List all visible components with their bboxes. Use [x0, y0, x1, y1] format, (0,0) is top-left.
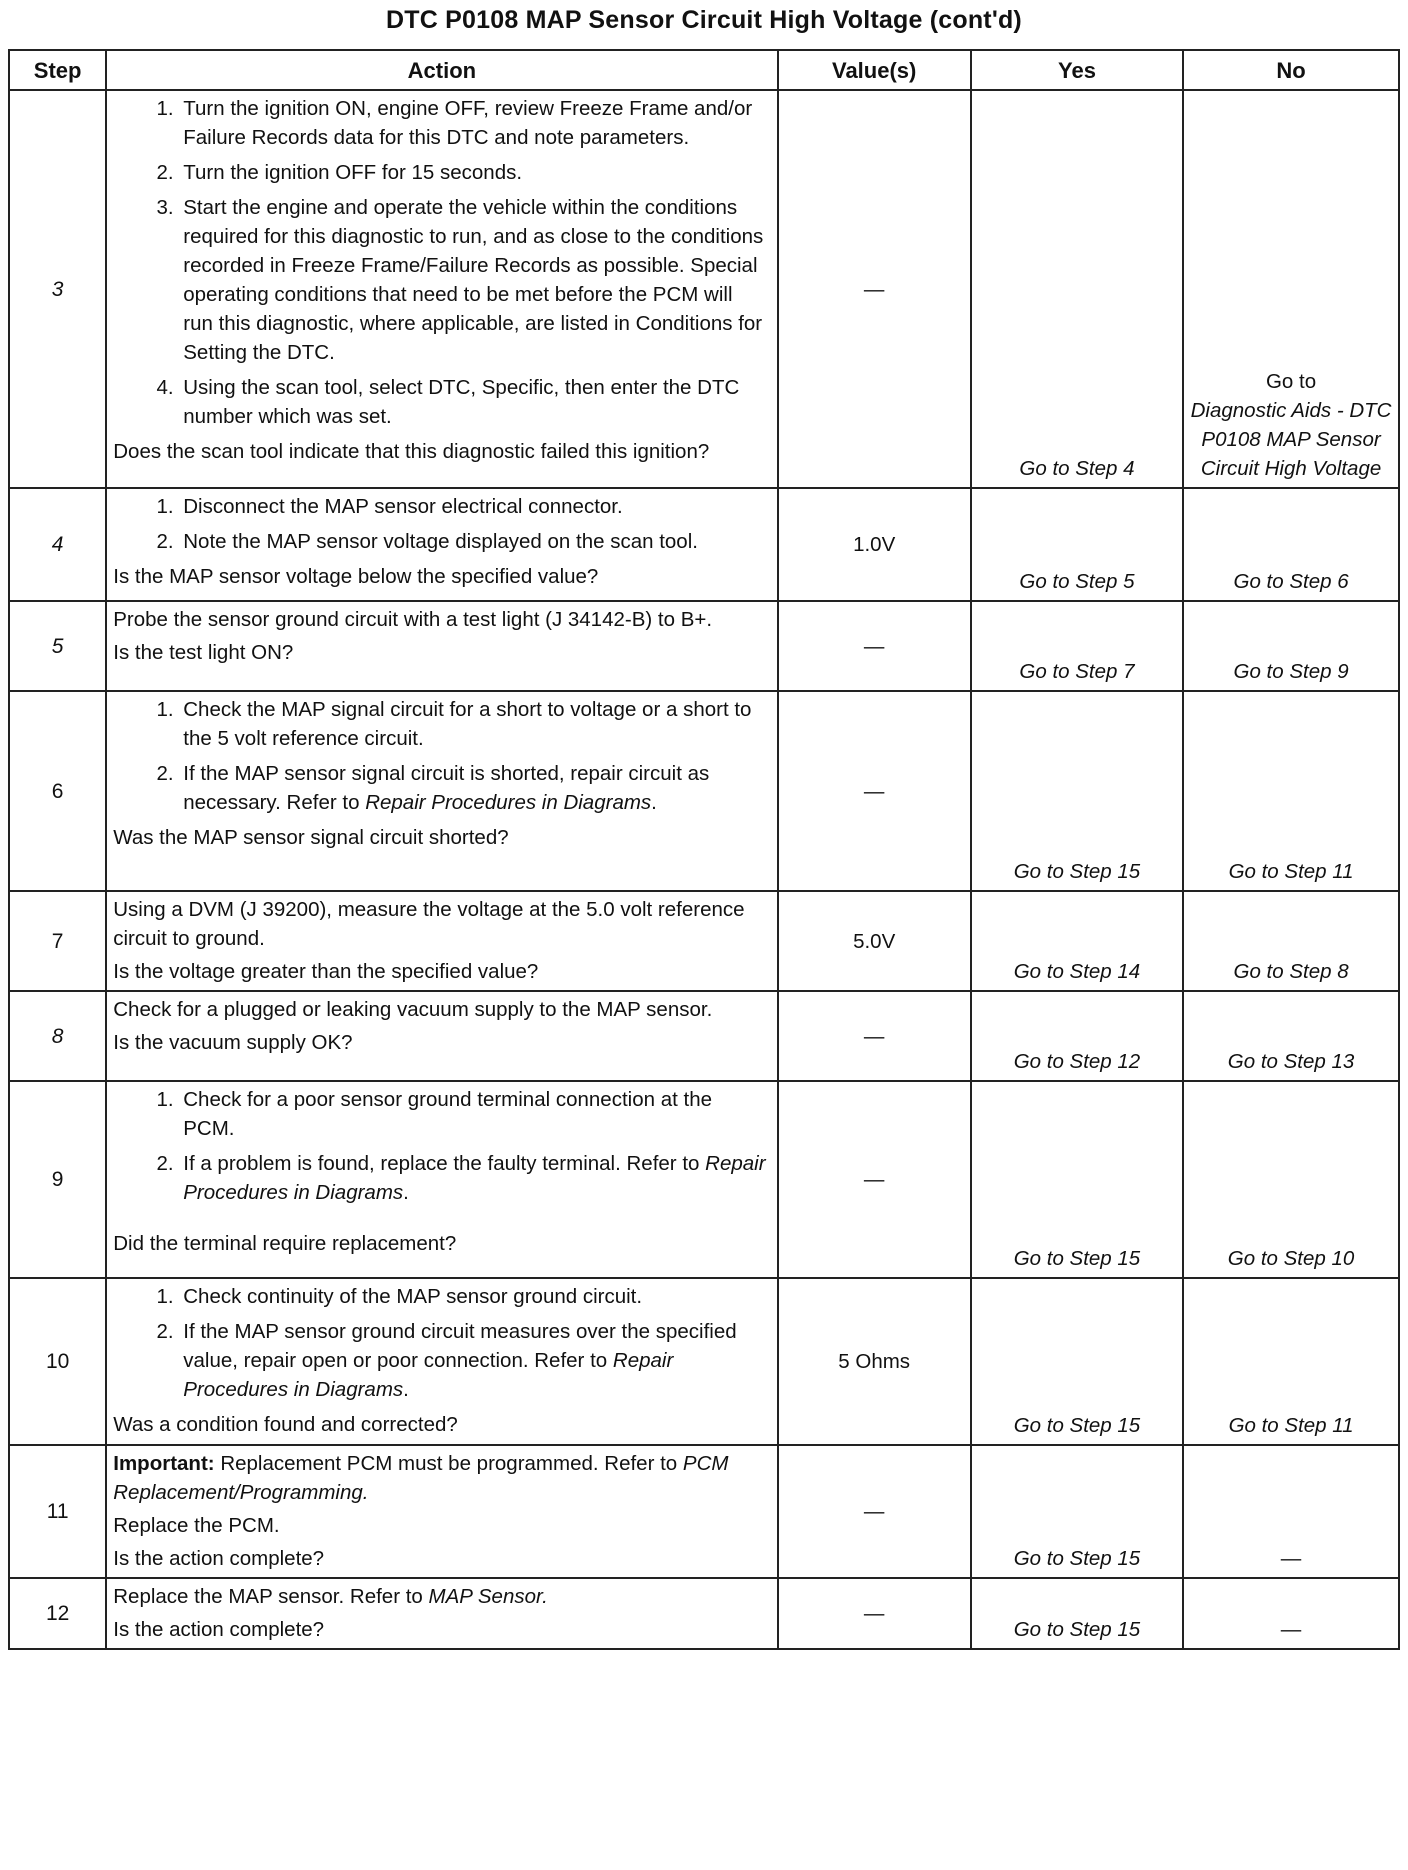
no-dash: —	[1280, 1618, 1302, 1641]
action-item: 3. Start the engine and operate the vehicle within the conditions required for this diagnostic to run, and as close to the conditions recorded in Freeze Frame/Failure Records as possible. Special operating conditions that need to be met before the PCM will run this diagnostic, where applicable, are listed in Conditions for Setting the DTC.	[179, 193, 766, 367]
no-cell: Go to Step 9	[1183, 601, 1399, 691]
no-dash: —	[1280, 1547, 1302, 1570]
yes-cell: Go to Step 15	[971, 1578, 1183, 1649]
action-question: Is the action complete?	[113, 1618, 325, 1641]
yes-cell: Go to Step 15	[971, 1445, 1183, 1578]
action-item: 2. If the MAP sensor ground circuit measures over the specified value, repair open or poor connection. Refer to Repair Procedures in Diagrams.	[179, 1317, 766, 1404]
action-item-text: If the MAP sensor ground circuit measures over the specified value, repair open or poor connection. Refer to	[183, 1320, 737, 1372]
action-item: 1. Turn the ignition ON, engine OFF, review Freeze Frame and/or Failure Records data for this DTC and note parameters.	[179, 94, 766, 152]
action-cell	[106, 1578, 777, 1649]
table-row	[9, 691, 1399, 891]
repair-procedures-reference: Repair Procedures in Diagrams	[183, 1349, 674, 1401]
value-cell: —	[778, 601, 971, 691]
table-row	[9, 891, 1399, 991]
action-item: 1. Disconnect the MAP sensor electrical connector.	[179, 492, 766, 521]
step-number: 5	[9, 601, 106, 691]
value-cell: —	[778, 1445, 971, 1578]
important-text: Replacement PCM must be programmed. Refer to	[220, 1452, 678, 1475]
action-cell	[106, 691, 777, 891]
table-row	[9, 488, 1399, 601]
value-cell: 1.0V	[778, 488, 971, 601]
yes-cell: Go to Step 15	[971, 1081, 1183, 1278]
action-cell	[106, 1445, 777, 1578]
no-cell: Go to Step 10	[1183, 1081, 1399, 1278]
value-cell: 5 Ohms	[778, 1278, 971, 1445]
step-number: 11	[9, 1445, 106, 1578]
action-cell	[106, 1278, 777, 1445]
action-cell	[106, 90, 777, 488]
header-no: No	[1183, 50, 1399, 90]
action-item-text: If a problem is found, replace the faulty terminal. Refer to	[183, 1152, 700, 1175]
value-cell: —	[778, 1081, 971, 1278]
action-cell	[106, 601, 777, 691]
action-item: 2. If the MAP sensor signal circuit is shorted, repair circuit as necessary. Refer to Repair Procedures in Diagrams.	[179, 759, 766, 817]
value-cell: 5.0V	[778, 891, 971, 991]
action-text: Using a DVM (J 39200), measure the voltage at the 5.0 volt reference circuit to ground.	[113, 898, 745, 950]
action-cell	[106, 488, 777, 601]
header-row	[9, 50, 1399, 90]
page-title: DTC P0108 MAP Sensor Circuit High Voltage (cont'd)	[386, 6, 1022, 34]
yes-cell: Go to Step 12	[971, 991, 1183, 1081]
yes-cell: Go to Step 15	[971, 1278, 1183, 1445]
action-cell	[106, 1081, 777, 1278]
step-number: 10	[9, 1278, 106, 1445]
table-row	[9, 1278, 1399, 1445]
table-row	[9, 601, 1399, 691]
action-question: Was a condition found and corrected?	[113, 1413, 458, 1436]
action-question: Is the MAP sensor voltage below the specified value?	[113, 565, 599, 588]
action-question: Did the terminal require replacement?	[113, 1232, 457, 1255]
action-item: 1. Check the MAP signal circuit for a short to voltage or a short to the 5 volt reference circuit.	[179, 695, 766, 753]
header-yes: Yes	[971, 50, 1183, 90]
table-row	[9, 991, 1399, 1081]
value-cell: —	[778, 1578, 971, 1649]
repair-procedures-reference: Repair Procedures in Diagrams	[365, 791, 652, 814]
no-cell	[1183, 1578, 1399, 1649]
no-cell	[1183, 1445, 1399, 1578]
action-text: Check for a plugged or leaking vacuum supply to the MAP sensor.	[113, 998, 713, 1021]
step-number: 8	[9, 991, 106, 1081]
action-question: Is the vacuum supply OK?	[113, 1031, 353, 1054]
pcm-programming-reference: PCM Replacement/Programming.	[113, 1452, 729, 1504]
header-values: Value(s)	[778, 50, 971, 90]
action-cell	[106, 891, 777, 991]
table-row	[9, 90, 1399, 488]
yes-cell: Go to Step 5	[971, 488, 1183, 601]
action-item: 1. Check for a poor sensor ground terminal connection at the PCM.	[179, 1085, 766, 1143]
step-number: 3	[9, 90, 106, 488]
repair-procedures-reference: Repair Procedures in Diagrams	[183, 1152, 766, 1204]
action-question: Is the voltage greater than the specified value?	[113, 960, 539, 983]
action-text	[113, 1582, 766, 1611]
no-cell: Go to Step 11	[1183, 691, 1399, 891]
no-cell: Go to Step 11	[1183, 1278, 1399, 1445]
diagnostic-table	[8, 49, 1400, 1650]
yes-cell: Go to Step 4	[971, 90, 1183, 488]
no-cell: Go to Step 13	[1183, 991, 1399, 1081]
action-item: 2. Note the MAP sensor voltage displayed on the scan tool.	[179, 527, 766, 556]
table-row	[9, 1081, 1399, 1278]
step-number: 12	[9, 1578, 106, 1649]
step-number: 4	[9, 488, 106, 601]
action-question: Is the test light ON?	[113, 641, 294, 664]
action-text: Probe the sensor ground circuit with a test light (J 34142-B) to B+.	[113, 608, 713, 631]
action-question: Was the MAP sensor signal circuit shorted?	[113, 826, 509, 849]
value-cell: —	[778, 991, 971, 1081]
no-cell: Go to Step 6	[1183, 488, 1399, 601]
important-label: Important:	[113, 1452, 215, 1475]
action-item-text: If the MAP sensor signal circuit is shorted, repair circuit as necessary. Refer to	[183, 762, 710, 814]
action-text: Replace the PCM.	[113, 1514, 280, 1537]
step-number: 7	[9, 891, 106, 991]
action-item: 2. Turn the ignition OFF for 15 seconds.	[179, 158, 766, 187]
no-goto: Go to	[1265, 370, 1317, 393]
step-number: 6	[9, 691, 106, 891]
table-row	[9, 1578, 1399, 1649]
step-number: 9	[9, 1081, 106, 1278]
yes-cell: Go to Step 14	[971, 891, 1183, 991]
action-item: 1. Check continuity of the MAP sensor ground circuit.	[179, 1282, 766, 1311]
map-sensor-reference: MAP Sensor.	[428, 1585, 548, 1608]
no-cell: Go to Step 8	[1183, 891, 1399, 991]
important-note	[113, 1449, 766, 1507]
action-question: Is the action complete?	[113, 1547, 325, 1570]
yes-cell: Go to Step 15	[971, 691, 1183, 891]
value-cell: —	[778, 691, 971, 891]
action-item: 2. If a problem is found, replace the faulty terminal. Refer to Repair Procedures in Diagrams.	[179, 1149, 766, 1207]
table-row	[9, 1445, 1399, 1578]
action-question: Does the scan tool indicate that this diagnostic failed this ignition?	[113, 440, 710, 463]
header-action: Action	[106, 50, 777, 90]
no-cell	[1183, 90, 1399, 488]
action-text-lead: Replace the MAP sensor. Refer to	[113, 1585, 423, 1608]
no-reference: Diagnostic Aids - DTC P0108 MAP Sensor Circuit High Voltage	[1190, 399, 1392, 480]
action-cell	[106, 991, 777, 1081]
value-cell: —	[778, 90, 971, 488]
yes-cell: Go to Step 7	[971, 601, 1183, 691]
header-step: Step	[9, 50, 106, 90]
action-item: 4. Using the scan tool, select DTC, Specific, then enter the DTC number which was set.	[179, 373, 766, 431]
